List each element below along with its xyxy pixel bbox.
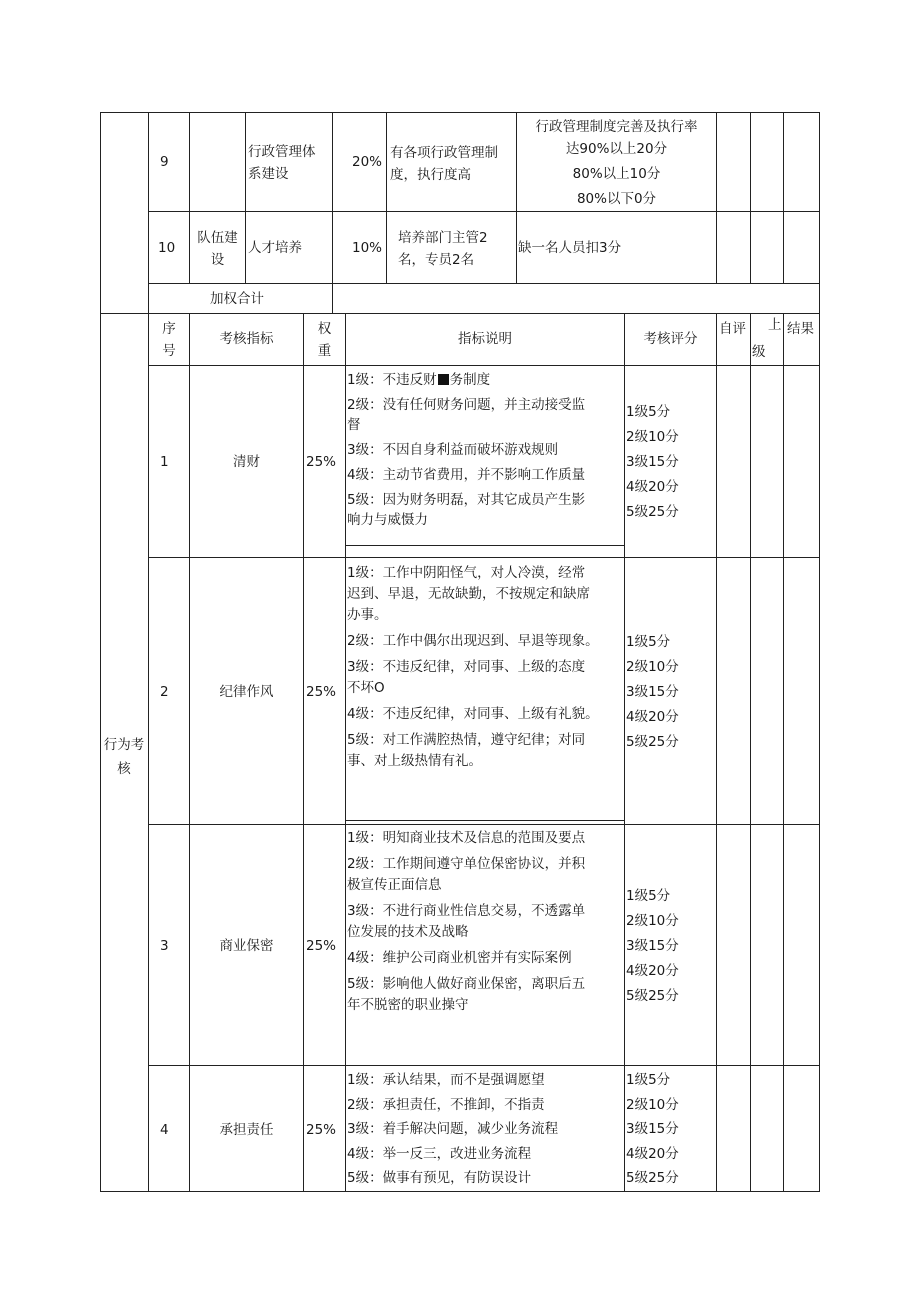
rule-u2 [245, 112, 246, 284]
row10-score: 缺一名人员扣3分 [518, 240, 622, 256]
header-no: 序 号 [162, 321, 176, 359]
b4-no: 4 [160, 1122, 169, 1138]
rule-row9-bottom [148, 211, 820, 212]
rule-bottom [100, 1191, 820, 1192]
b2-scores: 1级5分 2级10分 3级15分 4级20分 5级25分 [626, 634, 679, 750]
b3-description: 1级：明知商业技术及信息的范围及要点 2级：工作期间遵守单位保密协议，并积 极宣传正面信息 3级：不进行商业性信息交易，不透露单 位发展的技术及战略 4级：维护公司商业机密并有实际案例 5级：影响他人做好商业保密，离职后五 年不脱密的职业操守 [347, 830, 586, 1013]
b4-description: 1级：承认结果，而不是强调愿望 2级：承担责任，不推卸，不指责 3级：着手解决问题，减少业务流程 4级：举一反三，改进业务流程 5级：做事有预见，有防误设计 [347, 1072, 559, 1186]
rule-upper-bottom [100, 313, 820, 314]
rule-b2-bottom [148, 824, 820, 825]
row9-weight: 20% [352, 154, 383, 170]
b4-indicator: 承担责任 [219, 1122, 274, 1138]
rule-row10-bottom [148, 283, 820, 284]
b3-no: 3 [160, 938, 169, 954]
rule-u6 [716, 112, 717, 284]
row10-description: 培养部门主管2 名，专员2名 [398, 230, 488, 268]
b4-weight: 25% [306, 1122, 337, 1138]
row9-description: 有各项行政管理制 度，执行度高 [390, 145, 498, 183]
redaction-block-icon [438, 374, 449, 385]
weighted-total-label: 加权合计 [210, 291, 264, 307]
b1-scores: 1级5分 2级10分 3级15分 4级20分 5级25分 [626, 404, 679, 520]
rule-b-c3 [345, 313, 346, 1192]
b3-scores: 1级5分 2级10分 3级15分 4级20分 5级25分 [626, 888, 679, 1004]
rule-b-c1 [189, 313, 190, 1192]
header-indicator: 考核指标 [219, 331, 274, 347]
behavior-section-label: 行为考 核 [103, 737, 145, 777]
header-result: 结果 [787, 321, 814, 337]
row9-no: 9 [160, 154, 169, 170]
rule-right [819, 112, 820, 1192]
b1-weight: 25% [306, 454, 337, 470]
rule-u7 [750, 112, 751, 284]
rule-header-bottom [148, 365, 820, 366]
row9-indicator: 行政管理体 系建设 [248, 144, 316, 182]
b1-description: 1级：不违反财 务制度 2级：没有任何财务问题，并主动接受监 督 3级：不因自身利益而破坏游戏规则 4级：主动节省费用，并不影响工作质量 5级：因为财务明磊，对其它成员产生影 响力与威慑力 [347, 372, 586, 528]
rule-u3 [332, 112, 333, 314]
rule-b-c2 [303, 313, 304, 1192]
b2-description: 1级：工作中阴阳怪气，对人冷漠，经常 迟到、早退，无故缺勤，不按规定和缺席 办事。 2级：工作中偶尔出现迟到、早退等现象。 3级：不违反纪律，对同事、上级的态度 不坏O 4级：不违反纪律，对同事、上级有礼貌。 5级：对工作满腔热情，遵守纪律；对同 事、对上级热情有礼。 [347, 565, 599, 769]
b4-scores: 1级5分 2级10分 3级15分 4级20分 5级25分 [626, 1072, 679, 1186]
b2-weight: 25% [306, 684, 337, 700]
header-self: 自评 [719, 321, 746, 337]
rule-u8 [783, 112, 784, 284]
rule-u4 [386, 112, 387, 284]
row10-weight: 10% [352, 240, 383, 256]
header-superior-top: 上 [768, 317, 782, 333]
header-score: 考核评分 [643, 331, 698, 347]
rule-top [100, 112, 820, 113]
rule-b-c5 [716, 313, 717, 1192]
header-description: 指标说明 [458, 331, 512, 347]
row10-category: 队伍建 设 [197, 230, 238, 268]
rule-b-c6 [750, 313, 751, 1192]
row10-indicator: 人才培养 [248, 240, 302, 256]
rule-section [148, 112, 149, 1192]
rule-desc-box2 [345, 820, 624, 821]
b1-indicator: 清财 [233, 454, 260, 470]
row10-no: 10 [158, 240, 176, 256]
b3-weight: 25% [306, 938, 337, 954]
rule-b-c4 [624, 313, 625, 1192]
b1-no: 1 [160, 454, 169, 470]
row9-score: 行政管理制度完善及执行率 达90%以上20分 80%以上10分 80%以下0分 [535, 119, 698, 207]
rule-desc-box1 [345, 545, 624, 546]
b3-indicator: 商业保密 [219, 938, 274, 954]
b2-indicator: 纪律作风 [219, 684, 274, 700]
rule-b1-bottom [148, 557, 820, 558]
rule-b-c7 [783, 313, 784, 1192]
b2-no: 2 [160, 684, 169, 700]
header-weight: 权 重 [317, 321, 332, 359]
rule-b3-bottom [148, 1065, 820, 1066]
header-superior-bottom: 级 [752, 344, 766, 360]
rule-left [100, 112, 101, 1192]
